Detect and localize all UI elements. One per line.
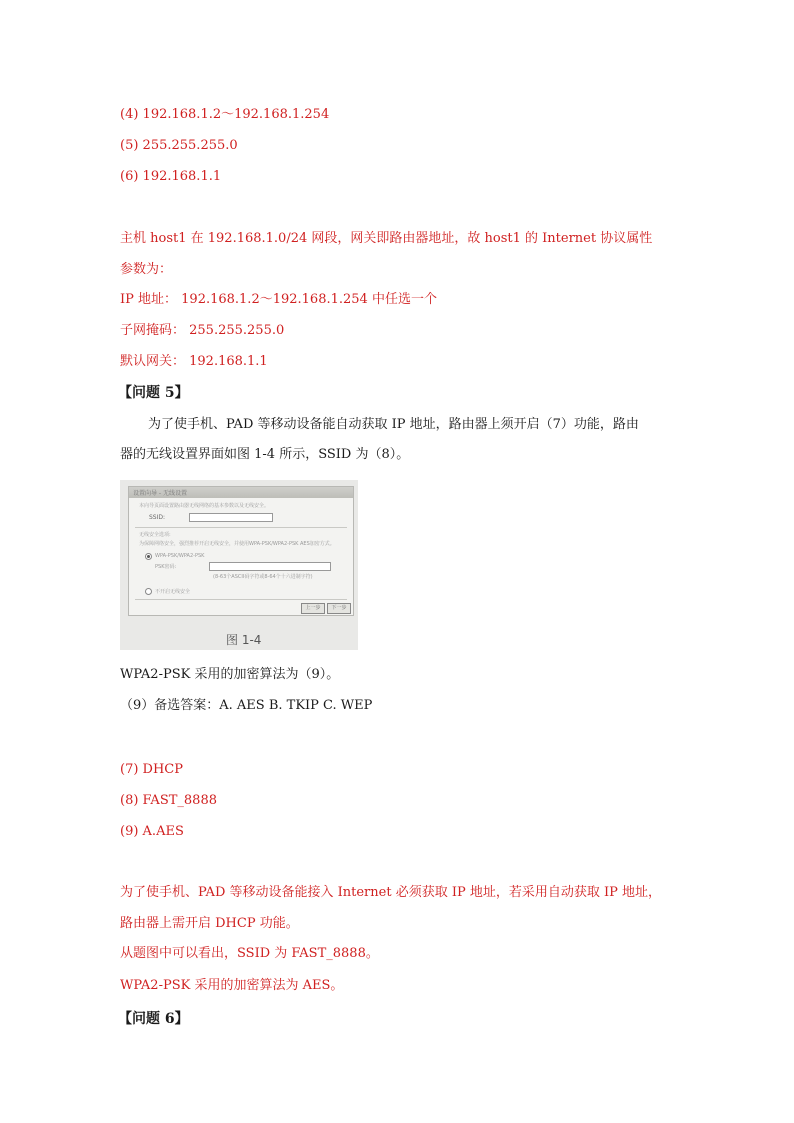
psk-hint: (8-63个ASCII码字符或8-64个十六进制字符)	[213, 574, 313, 580]
explain-q5-line3: 从题图中可以看出，SSID 为 FAST_8888。	[120, 946, 379, 961]
window-title-bar	[129, 487, 353, 498]
explain-q5-line1: 为了使手机、PAD 等移动设备能接入 Internet 必须获取 IP 地址，若采用自动获取 IP 地址，	[120, 885, 661, 900]
question-5-text-2: 器的无线设置界面如图 1-4 所示，SSID 为（8）。	[120, 447, 410, 462]
explain-ip-address: IP 地址： 192.168.1.2～192.168.1.254 中任选一个	[120, 292, 437, 307]
answer-6: (6) 192.168.1.1	[120, 169, 222, 184]
answer-8: (8) FAST_8888	[120, 793, 217, 808]
answer-5: (5) 255.255.255.0	[120, 138, 238, 153]
figure-caption: 图 1-4	[226, 633, 262, 647]
question-5-heading: 【问题 5】	[118, 385, 189, 401]
ssid-input[interactable]	[189, 513, 273, 522]
figure-1-4	[120, 480, 358, 650]
question-5-text-3: WPA2-PSK 采用的加密算法为（9）。	[120, 667, 340, 682]
radio-no-security-label: 不开启无线安全	[155, 589, 191, 595]
explain-subnet-mask: 子网掩码： 255.255.255.0	[120, 323, 285, 338]
next-button[interactable]: 下一步	[327, 603, 351, 614]
security-hint: 为保障网络安全，强烈推荐开启无线安全，并使用WPA-PSK/WPA2-PSK AES加密方式。	[139, 541, 335, 547]
radio-wpa-psk-label: WPA-PSK/WPA2-PSK	[155, 553, 205, 559]
divider-bottom	[135, 599, 347, 600]
wizard-description: 本向导页面设置路由器无线网络的基本参数以及无线安全。	[139, 503, 270, 509]
window-title: 设置向导 - 无线设置	[133, 490, 187, 497]
divider	[135, 527, 347, 528]
question-6-heading: 【问题 6】	[118, 1011, 189, 1027]
explain-default-gateway: 默认网关： 192.168.1.1	[120, 354, 268, 369]
question-5-options: （9）备选答案：A. AES B. TKIP C. WEP	[120, 698, 373, 713]
question-5-text-1: 为了使手机、PAD 等移动设备能自动获取 IP 地址，路由器上须开启（7）功能，路由	[148, 417, 639, 432]
ssid-label: SSID:	[149, 514, 166, 521]
explain-q5-line4: WPA2-PSK 采用的加密算法为 AES。	[120, 978, 344, 993]
wireless-settings-window	[128, 486, 354, 616]
explain-q5-line2: 路由器上需开启 DHCP 功能。	[120, 916, 299, 931]
answer-7: (7) DHCP	[120, 762, 184, 777]
answer-9: (9) A.AES	[120, 824, 184, 839]
psk-password-input[interactable]	[209, 562, 331, 571]
radio-wpa-psk[interactable]	[145, 553, 152, 560]
psk-password-label: PSK密码:	[155, 564, 177, 570]
answer-4: (4) 192.168.1.2～192.168.1.254	[120, 107, 330, 122]
radio-no-security[interactable]	[145, 588, 152, 595]
security-options-label: 无线安全选项:	[139, 532, 171, 538]
explain-ip-line1: 主机 host1 在 192.168.1.0/24 网段，网关即路由器地址，故 host1 的 Internet 协议属性	[120, 231, 653, 246]
explain-ip-line2: 参数为：	[120, 262, 173, 277]
prev-button[interactable]: 上一步	[301, 603, 325, 614]
